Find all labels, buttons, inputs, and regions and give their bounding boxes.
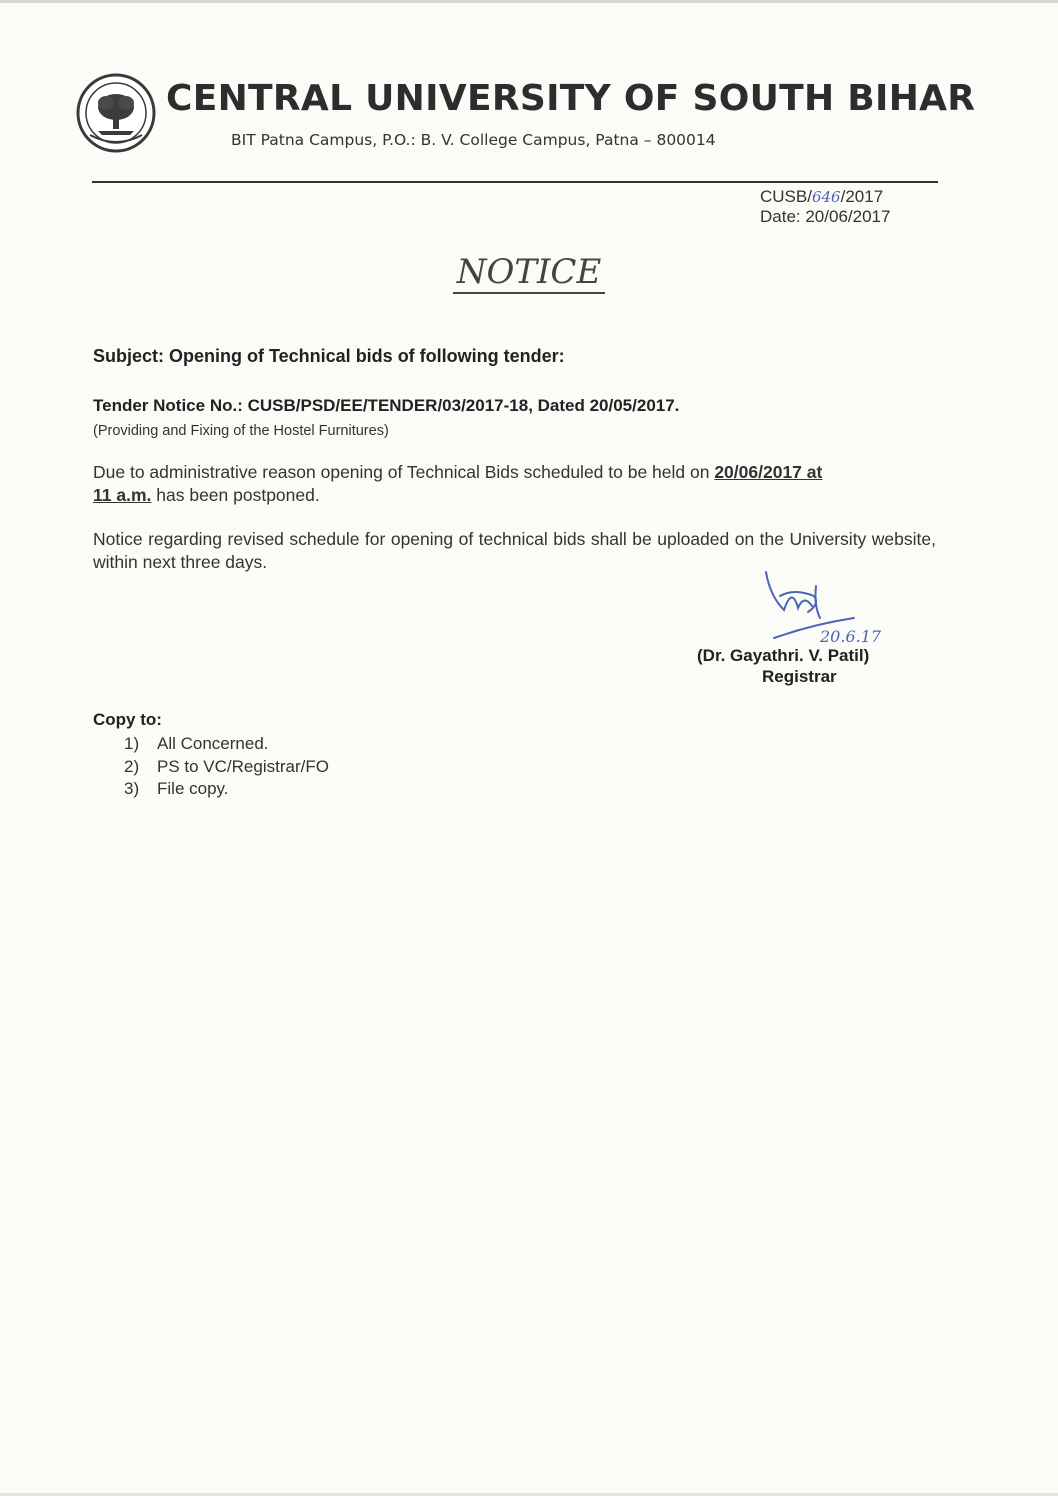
tender-description: (Providing and Fixing of the Hostel Furnitures)	[93, 423, 389, 439]
scheduled-time: 11 a.m.	[93, 485, 152, 505]
header-divider	[92, 181, 938, 183]
reference-number: CUSB/646/2017	[760, 187, 884, 206]
list-item: 3) File copy.	[124, 779, 229, 798]
university-address: BIT Patna Campus, P.O.: B. V. College Campus, Patna – 800014	[231, 131, 716, 149]
university-name: CENTRAL UNIVERSITY OF SOUTH BIHAR	[166, 78, 976, 119]
reference-date: Date: 20/06/2017	[760, 207, 891, 226]
signatory-designation: Registrar	[762, 667, 837, 686]
svg-text:20.6.17: 20.6.17	[820, 627, 882, 646]
list-item: 2) PS to VC/Registrar/FO	[124, 756, 329, 776]
handwritten-signature	[754, 566, 904, 646]
revised-schedule-paragraph: Notice regarding revised schedule for opening of technical bids shall be uploaded on the University website, within next three days.	[93, 529, 936, 572]
list-item: 1) All Concerned.	[124, 734, 269, 753]
subject-line: Subject: Opening of Technical bids of following tender:	[93, 346, 565, 366]
handwritten-reference-number: 646	[811, 188, 841, 206]
copy-to-list	[124, 733, 329, 801]
university-logo	[76, 73, 156, 153]
copy-to-heading: Copy to:	[93, 710, 162, 729]
scheduled-datetime: 20/06/2017 at	[714, 462, 823, 482]
notice-title: NOTICE	[0, 252, 1058, 292]
postponement-paragraph: Due to administrative reason opening of Technical Bids scheduled to be held on 20/06/2017 at 11 a.m. has been postponed.	[93, 462, 823, 505]
scan-edge-top	[0, 0, 1058, 3]
tender-number: Tender Notice No.: CUSB/PSD/EE/TENDER/03/2017-18, Dated 20/05/2017.	[93, 396, 680, 415]
signatory-name: (Dr. Gayathri. V. Patil)	[697, 646, 870, 665]
reference-block	[760, 187, 890, 227]
